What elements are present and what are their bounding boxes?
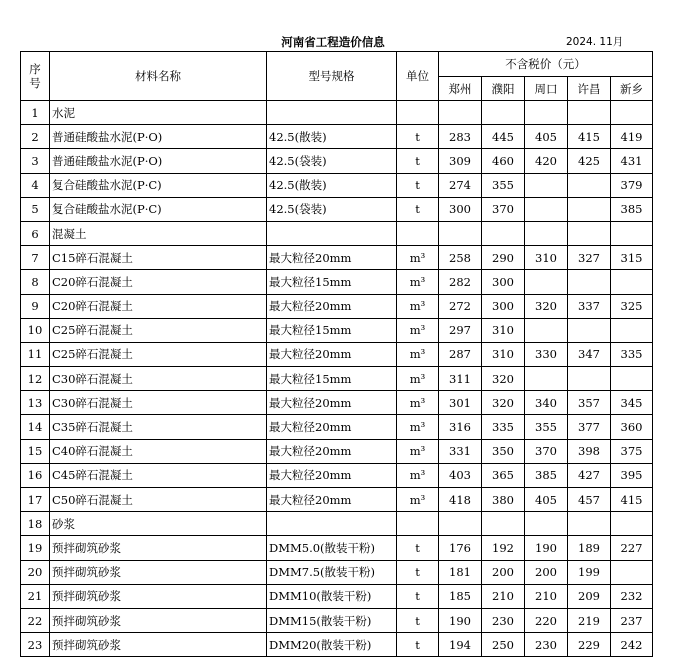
cell-unit	[397, 512, 439, 536]
cell-price	[568, 318, 611, 342]
cell-price: 398	[568, 439, 611, 463]
cell-spec: DMM10(散装干粉)	[267, 584, 397, 608]
cell-price: 405	[525, 125, 568, 149]
cell-price: 431	[611, 149, 653, 173]
header-name: 材料名称	[50, 52, 267, 101]
cell-price: 379	[611, 173, 653, 197]
cell-seq: 5	[21, 197, 50, 221]
cell-price: 365	[482, 463, 525, 487]
cell-spec: DMM15(散装干粉)	[267, 608, 397, 632]
table-row	[21, 415, 653, 439]
cell-price: 297	[439, 318, 482, 342]
cell-price: 199	[568, 560, 611, 584]
cell-seq: 22	[21, 608, 50, 632]
cell-price: 194	[439, 633, 482, 657]
cell-seq: 8	[21, 270, 50, 294]
cell-price: 192	[482, 536, 525, 560]
sheet-title: 河南省工程造价信息	[281, 35, 385, 49]
cell-price: 181	[439, 560, 482, 584]
cell-price: 176	[439, 536, 482, 560]
cell-price: 300	[439, 197, 482, 221]
cell-price: 301	[439, 391, 482, 415]
cell-price: 282	[439, 270, 482, 294]
cell-material-name: C30碎石混凝土	[50, 367, 267, 391]
cell-price	[568, 101, 611, 125]
cell-price: 357	[568, 391, 611, 415]
sheet-title-bar	[0, 34, 673, 50]
cell-price	[611, 318, 653, 342]
cell-price: 283	[439, 125, 482, 149]
cell-unit: m³	[397, 391, 439, 415]
cell-price	[568, 221, 611, 245]
table-row	[21, 391, 653, 415]
cell-unit: t	[397, 197, 439, 221]
cell-material-name: C20碎石混凝土	[50, 270, 267, 294]
cell-price: 230	[525, 633, 568, 657]
cell-price: 370	[482, 197, 525, 221]
cell-price	[439, 101, 482, 125]
cell-price: 185	[439, 584, 482, 608]
cell-price: 310	[482, 342, 525, 366]
cell-unit: t	[397, 125, 439, 149]
cell-price	[611, 512, 653, 536]
cell-price: 385	[611, 197, 653, 221]
table-row	[21, 560, 653, 584]
cell-spec: 最大粒径20mm	[267, 246, 397, 270]
cell-spec: 最大粒径15mm	[267, 270, 397, 294]
header-row-1	[21, 52, 653, 77]
cell-material-name: 普通硅酸盐水泥(P·O)	[50, 149, 267, 173]
cell-spec: 42.5(散装)	[267, 173, 397, 197]
cell-price: 210	[525, 584, 568, 608]
cell-price: 258	[439, 246, 482, 270]
cell-unit: m³	[397, 367, 439, 391]
cell-seq: 17	[21, 488, 50, 512]
cell-unit: t	[397, 173, 439, 197]
cell-unit: t	[397, 149, 439, 173]
cell-price: 219	[568, 608, 611, 632]
cell-spec: 最大粒径20mm	[267, 391, 397, 415]
cell-price: 375	[611, 439, 653, 463]
cell-price: 331	[439, 439, 482, 463]
cell-price: 355	[482, 173, 525, 197]
cell-price: 190	[525, 536, 568, 560]
cell-price: 355	[525, 415, 568, 439]
cell-material-name: C40碎石混凝土	[50, 439, 267, 463]
cell-seq: 11	[21, 342, 50, 366]
table-row	[21, 125, 653, 149]
cell-price	[525, 512, 568, 536]
cell-spec: DMM7.5(散装干粉)	[267, 560, 397, 584]
cell-unit: m³	[397, 463, 439, 487]
cell-spec	[267, 512, 397, 536]
cell-price: 200	[482, 560, 525, 584]
cell-price: 237	[611, 608, 653, 632]
cell-price: 300	[482, 294, 525, 318]
cell-price: 457	[568, 488, 611, 512]
header-seq	[21, 52, 50, 101]
cell-price	[525, 318, 568, 342]
cell-spec: 最大粒径15mm	[267, 318, 397, 342]
table-row	[21, 367, 653, 391]
cell-unit: m³	[397, 294, 439, 318]
cell-price: 272	[439, 294, 482, 318]
cell-price	[611, 270, 653, 294]
table-row	[21, 512, 653, 536]
cell-unit: t	[397, 633, 439, 657]
cell-price	[525, 197, 568, 221]
sheet-date: 2024. 11月	[566, 36, 624, 48]
cell-price: 200	[525, 560, 568, 584]
cell-spec: DMM5.0(散装干粉)	[267, 536, 397, 560]
cell-price: 377	[568, 415, 611, 439]
cell-price	[568, 367, 611, 391]
header-spec: 型号规格	[267, 52, 397, 101]
cell-price	[482, 101, 525, 125]
cell-unit: m³	[397, 488, 439, 512]
cell-price: 330	[525, 342, 568, 366]
cell-unit: m³	[397, 342, 439, 366]
cell-price: 347	[568, 342, 611, 366]
cell-price: 327	[568, 246, 611, 270]
table-row	[21, 608, 653, 632]
cell-price	[439, 221, 482, 245]
table-row	[21, 173, 653, 197]
cell-price: 350	[482, 439, 525, 463]
cell-spec: 42.5(袋装)	[267, 149, 397, 173]
cell-price: 380	[482, 488, 525, 512]
cell-price	[482, 512, 525, 536]
cell-spec: 最大粒径20mm	[267, 488, 397, 512]
cell-price: 229	[568, 633, 611, 657]
cell-unit	[397, 221, 439, 245]
cell-seq: 19	[21, 536, 50, 560]
cell-seq: 20	[21, 560, 50, 584]
cell-price: 340	[525, 391, 568, 415]
cell-unit: m³	[397, 415, 439, 439]
cell-price	[611, 101, 653, 125]
cell-price: 310	[525, 246, 568, 270]
cell-price: 337	[568, 294, 611, 318]
header-price-group: 不含税价（元）	[439, 52, 653, 77]
cell-price: 320	[525, 294, 568, 318]
cell-spec: 最大粒径20mm	[267, 342, 397, 366]
cell-price: 210	[482, 584, 525, 608]
cell-price: 385	[525, 463, 568, 487]
cell-price	[611, 560, 653, 584]
cell-price	[568, 197, 611, 221]
cell-spec: 42.5(袋装)	[267, 197, 397, 221]
cell-price: 230	[482, 608, 525, 632]
cell-material-name: C30碎石混凝土	[50, 391, 267, 415]
table-row	[21, 101, 653, 125]
cell-price	[525, 270, 568, 294]
cell-price	[611, 221, 653, 245]
cell-price: 345	[611, 391, 653, 415]
header-city: 新乡	[611, 77, 653, 101]
cell-price: 427	[568, 463, 611, 487]
cell-material-name: C25碎石混凝土	[50, 342, 267, 366]
cell-unit: t	[397, 536, 439, 560]
cell-price: 395	[611, 463, 653, 487]
cell-price: 220	[525, 608, 568, 632]
cell-material-name: 水泥	[50, 101, 267, 125]
cell-price	[482, 221, 525, 245]
cell-price: 242	[611, 633, 653, 657]
cell-seq: 23	[21, 633, 50, 657]
cell-unit: m³	[397, 439, 439, 463]
cell-price: 425	[568, 149, 611, 173]
cell-price	[439, 512, 482, 536]
table-row	[21, 197, 653, 221]
cell-spec: DMM20(散装干粉)	[267, 633, 397, 657]
header-city: 周口	[525, 77, 568, 101]
cell-seq: 18	[21, 512, 50, 536]
cell-material-name: 预拌砌筑砂浆	[50, 633, 267, 657]
cell-price: 315	[611, 246, 653, 270]
cell-seq: 2	[21, 125, 50, 149]
cell-price: 325	[611, 294, 653, 318]
cell-price: 310	[482, 318, 525, 342]
cell-material-name: 复合硅酸盐水泥(P·C)	[50, 197, 267, 221]
cell-seq: 14	[21, 415, 50, 439]
table-row	[21, 270, 653, 294]
header-city: 许昌	[568, 77, 611, 101]
cell-price	[525, 367, 568, 391]
cell-price: 290	[482, 246, 525, 270]
cell-material-name: 预拌砌筑砂浆	[50, 560, 267, 584]
header-city: 濮阳	[482, 77, 525, 101]
header-unit: 单位	[397, 52, 439, 101]
price-table	[20, 51, 653, 657]
cell-material-name: C45碎石混凝土	[50, 463, 267, 487]
cell-unit: t	[397, 608, 439, 632]
cell-spec	[267, 101, 397, 125]
cell-seq: 4	[21, 173, 50, 197]
cell-price: 415	[611, 488, 653, 512]
cell-price: 403	[439, 463, 482, 487]
cell-spec: 最大粒径20mm	[267, 294, 397, 318]
cell-seq: 1	[21, 101, 50, 125]
cell-seq: 6	[21, 221, 50, 245]
cell-seq: 10	[21, 318, 50, 342]
cell-price: 300	[482, 270, 525, 294]
cell-price: 460	[482, 149, 525, 173]
table-row	[21, 246, 653, 270]
cell-seq: 15	[21, 439, 50, 463]
cell-unit: m³	[397, 318, 439, 342]
cell-price	[611, 367, 653, 391]
cell-price: 320	[482, 391, 525, 415]
cell-price: 287	[439, 342, 482, 366]
table-row	[21, 318, 653, 342]
cell-price: 189	[568, 536, 611, 560]
cell-price: 311	[439, 367, 482, 391]
cell-seq: 9	[21, 294, 50, 318]
cell-price: 445	[482, 125, 525, 149]
cell-price: 309	[439, 149, 482, 173]
cell-spec: 最大粒径15mm	[267, 367, 397, 391]
cell-material-name: C35碎石混凝土	[50, 415, 267, 439]
header-city: 郑州	[439, 77, 482, 101]
cell-seq: 13	[21, 391, 50, 415]
cell-seq: 7	[21, 246, 50, 270]
cell-price: 190	[439, 608, 482, 632]
cell-material-name: C50碎石混凝土	[50, 488, 267, 512]
cell-spec: 42.5(散装)	[267, 125, 397, 149]
cell-price: 232	[611, 584, 653, 608]
cell-unit: m³	[397, 270, 439, 294]
cell-price	[525, 101, 568, 125]
table-row	[21, 488, 653, 512]
cell-price	[568, 512, 611, 536]
header-seq-label: 序号	[29, 62, 41, 90]
cell-spec	[267, 221, 397, 245]
cell-material-name: 普通硅酸盐水泥(P·O)	[50, 125, 267, 149]
cell-unit	[397, 101, 439, 125]
cell-seq: 16	[21, 463, 50, 487]
cell-price: 335	[611, 342, 653, 366]
cell-price	[568, 173, 611, 197]
cell-spec: 最大粒径20mm	[267, 439, 397, 463]
cell-price: 420	[525, 149, 568, 173]
cell-price: 419	[611, 125, 653, 149]
table-row	[21, 584, 653, 608]
cell-spec: 最大粒径20mm	[267, 463, 397, 487]
cell-unit: t	[397, 560, 439, 584]
cell-unit: m³	[397, 246, 439, 270]
cell-price: 405	[525, 488, 568, 512]
table-row	[21, 149, 653, 173]
table-row	[21, 463, 653, 487]
table-row	[21, 294, 653, 318]
cell-price	[525, 173, 568, 197]
table-row	[21, 439, 653, 463]
cell-unit: t	[397, 584, 439, 608]
cell-price: 320	[482, 367, 525, 391]
cell-material-name: 预拌砌筑砂浆	[50, 608, 267, 632]
cell-price: 415	[568, 125, 611, 149]
cell-material-name: 混凝土	[50, 221, 267, 245]
cell-price	[568, 270, 611, 294]
cell-price: 418	[439, 488, 482, 512]
cell-price: 209	[568, 584, 611, 608]
cell-spec: 最大粒径20mm	[267, 415, 397, 439]
cell-material-name: 复合硅酸盐水泥(P·C)	[50, 173, 267, 197]
cell-price: 335	[482, 415, 525, 439]
cell-price	[525, 221, 568, 245]
cell-material-name: C20碎石混凝土	[50, 294, 267, 318]
table-row	[21, 633, 653, 657]
cell-material-name: 预拌砌筑砂浆	[50, 536, 267, 560]
cell-price: 227	[611, 536, 653, 560]
table-row	[21, 221, 653, 245]
table-row	[21, 342, 653, 366]
table-body	[21, 101, 653, 657]
cell-price: 370	[525, 439, 568, 463]
cell-price: 316	[439, 415, 482, 439]
cell-material-name: 预拌砌筑砂浆	[50, 584, 267, 608]
cell-seq: 3	[21, 149, 50, 173]
cell-material-name: 砂浆	[50, 512, 267, 536]
cell-material-name: C15碎石混凝土	[50, 246, 267, 270]
cell-price: 274	[439, 173, 482, 197]
cell-material-name: C25碎石混凝土	[50, 318, 267, 342]
cell-seq: 12	[21, 367, 50, 391]
cell-price: 250	[482, 633, 525, 657]
cell-seq: 21	[21, 584, 50, 608]
cell-price: 360	[611, 415, 653, 439]
table-row	[21, 536, 653, 560]
